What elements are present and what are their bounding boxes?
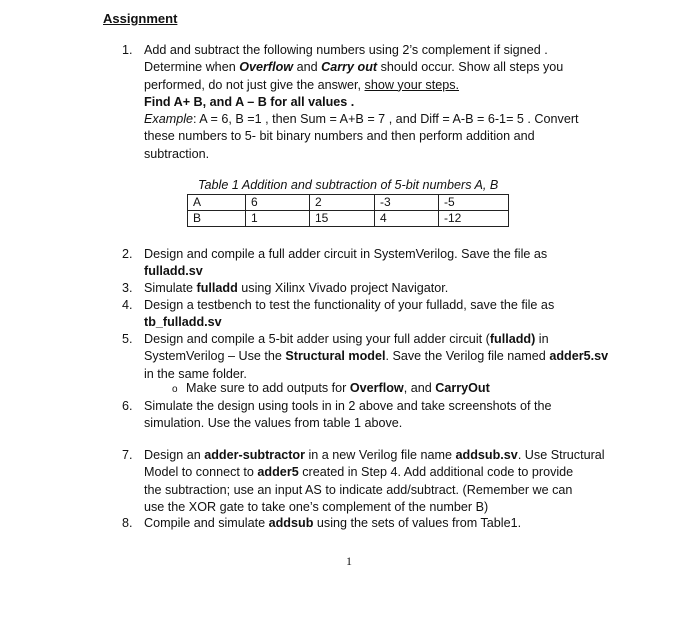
q2-line-2: fulladd.sv — [144, 264, 203, 279]
q7-line-1: Design an adder-subtractor in a new Verilog file name addsub.sv. Use Structural — [144, 448, 605, 462]
table-cell: B — [188, 211, 246, 227]
q7-line-4: use the XOR gate to take one’s complement of the number B) — [144, 499, 489, 514]
question-number: 7. — [122, 448, 133, 462]
table-row — [188, 211, 509, 227]
q5-line-3: in the same folder. — [144, 366, 247, 381]
question-number: 2. — [122, 247, 133, 261]
table-cell: A — [188, 195, 246, 211]
circle-bullet-icon: o — [172, 384, 178, 395]
q6-line-1: Simulate the design using tools in in 2 above and take screenshots of the — [144, 399, 552, 413]
question-number: 3. — [122, 281, 133, 295]
table-row — [188, 195, 509, 211]
q1-line-3: performed, do not just give the answer, show your steps. — [144, 77, 460, 92]
q5-line-2: SystemVerilog – Use the Structural model. Save the Verilog file named adder5.sv — [144, 349, 609, 364]
question-number: 4. — [122, 298, 133, 312]
q1-line-4: Find A+ B, and A – B for all values . — [144, 94, 355, 109]
q7-line-3: the subtraction; use an input AS to indicate add/subtract. (Remember we can — [144, 482, 573, 497]
question-number: 1. — [122, 43, 133, 57]
q2-line-1: Design and compile a full adder circuit in SystemVerilog. Save the file as — [144, 247, 548, 261]
table-cell: 15 — [310, 211, 375, 227]
assignment-heading: Assignment — [103, 11, 178, 26]
question-body — [144, 331, 609, 383]
question-number: 8. — [122, 516, 133, 530]
q1-line-1: Add and subtract the following numbers using 2’s complement if signed . — [144, 43, 548, 57]
question-body — [144, 42, 594, 163]
show-steps-text: show your steps. — [364, 77, 460, 92]
q3-line-1: Simulate fulladd using Xilinx Vivado project Navigator. — [144, 281, 449, 295]
q1-line-2: Determine when Overflow and Carry out should occur. Show all steps you — [144, 60, 564, 75]
question-body — [144, 398, 594, 433]
question-number: 6. — [122, 399, 133, 413]
q8-line-1: Compile and simulate addsub using the sets of values from Table1. — [144, 516, 522, 530]
question-body — [144, 280, 594, 297]
q4-line-2: tb_fulladd.sv — [144, 315, 222, 330]
table-cell: 2 — [310, 195, 375, 211]
q5-sub-bullet: o Make sure to add outputs for Overflow, and CarryOut — [172, 380, 490, 398]
page-number: 1 — [346, 554, 352, 568]
table-cell: 6 — [246, 195, 310, 211]
table-cell: -12 — [439, 211, 509, 227]
table-cell: -5 — [439, 195, 509, 211]
q1-line-6: these numbers to 5- bit binary numbers and then perform addition and — [144, 129, 535, 144]
q6-line-2: simulation. Use the values from table 1 above. — [144, 416, 403, 431]
table-cell: 1 — [246, 211, 310, 227]
values-table — [187, 194, 509, 227]
question-number: 5. — [122, 332, 133, 346]
table-cell: -3 — [375, 195, 439, 211]
q4-line-1: Design a testbench to test the functionality of your fulladd, save the file as — [144, 298, 555, 312]
question-body — [144, 297, 594, 332]
question-body — [144, 515, 594, 532]
question-body — [144, 447, 605, 516]
q1-line-5: Example: A = 6, B =1 , then Sum = A+B = 7 , and Diff = A-B = 6-1= 5 . Convert — [144, 112, 579, 127]
table-cell: 4 — [375, 211, 439, 227]
question-body — [144, 246, 594, 281]
q5-line-1: Design and compile a 5-bit adder using your full adder circuit (fulladd) in — [144, 332, 549, 346]
table-caption: Table 1 Addition and subtraction of 5-bit numbers A, B — [198, 178, 499, 192]
q1-line-7: subtraction. — [144, 146, 210, 161]
q7-line-2: Model to connect to adder5 created in Step 4. Add additional code to provide — [144, 465, 574, 480]
